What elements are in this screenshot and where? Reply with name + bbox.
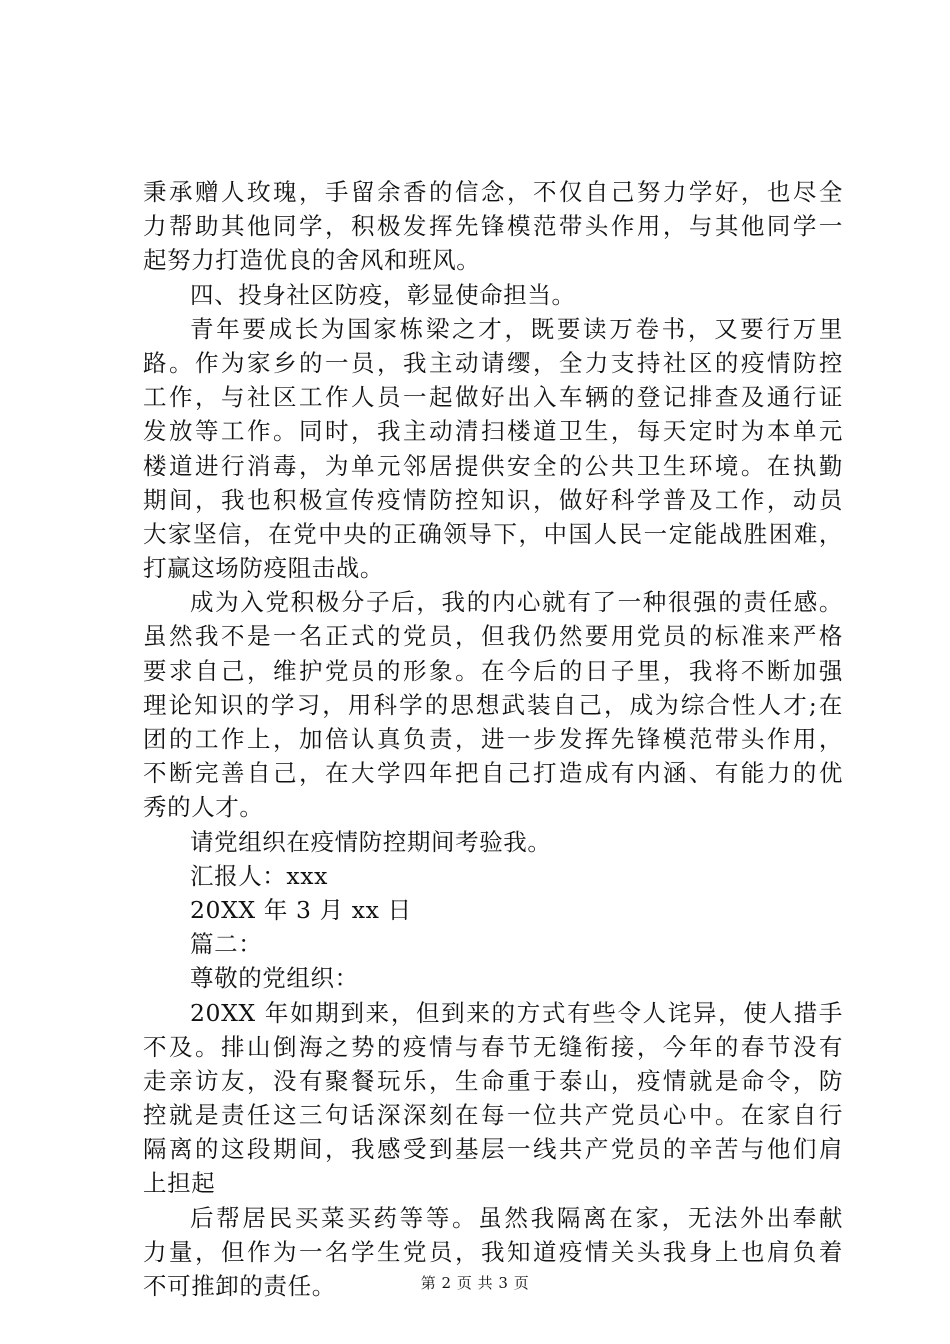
text-line: 汇报人：xxx	[190, 861, 328, 890]
text-line: 虽然我不是一名正式的党员，但我仍然要用党员的标准来严格	[143, 622, 843, 651]
text-line: 要求自己，维护党员的形象。在今后的日子里，我将不断加强	[143, 656, 843, 685]
text-line: 后帮居民买菜买药等等。虽然我隔离在家，无法外出奉献	[190, 1203, 843, 1232]
text-line: 尊敬的党组织：	[190, 964, 359, 993]
text-line: 发放等工作。同时，我主动清扫楼道卫生，每天定时为本单元	[143, 417, 843, 446]
document-body	[143, 175, 843, 1303]
text-line: 四、投身社区防疫，彰显使命担当。	[190, 280, 576, 309]
text-line: 不及。排山倒海之势的疫情与春节无缝衔接，今年的春节没有	[143, 1032, 843, 1061]
text-line: 打赢这场防疫阻击战。	[143, 554, 384, 583]
text-line: 20XX 年 3 月 xx 日	[190, 895, 412, 924]
text-line: 篇二：	[190, 930, 263, 959]
text-line: 期间，我也积极宣传疫情防控知识，做好科学普及工作，动员	[143, 485, 843, 514]
text-line: 成为入党积极分子后，我的内心就有了一种很强的责任感。	[190, 588, 843, 617]
text-line: 青年要成长为国家栋梁之才，既要读万卷书，又要行万里	[190, 314, 843, 343]
text-line: 20XX 年如期到来，但到来的方式有些令人诧异，使人措手	[190, 998, 843, 1027]
text-line: 上担起	[143, 1169, 216, 1198]
text-line: 隔离的这段期间，我感受到基层一线共产党员的辛苦与他们肩	[143, 1135, 843, 1164]
text-line: 请党组织在疫情防控期间考验我。	[190, 827, 552, 856]
text-line: 路。作为家乡的一员，我主动请缨，全力支持社区的疫情防控	[143, 348, 843, 377]
text-line: 控就是责任这三句话深深刻在每一位共产党员心中。在家自行	[143, 1101, 843, 1130]
text-line: 秉承赠人玫瑰，手留余香的信念，不仅自己努力学好，也尽全	[143, 178, 843, 206]
text-line: 楼道进行消毒，为单元邻居提供安全的公共卫生环境。在执勤	[143, 451, 843, 480]
text-line: 团的工作上，加倍认真负责，进一步发挥先锋模范带头作用，	[143, 725, 843, 753]
page-footer: 第 2 页 共 3 页	[420, 1274, 530, 1292]
text-line: 不可推卸的责任。	[143, 1272, 336, 1300]
text-line: 力帮助其他同学，积极发挥先锋模范带头作用，与其他同学一	[143, 212, 843, 241]
text-line: 起努力打造优良的舍风和班风。	[143, 246, 481, 275]
text-line: 力量，但作为一名学生党员，我知道疫情关头我身上也肩负着	[143, 1237, 843, 1266]
text-line: 不断完善自己，在大学四年把自己打造成有内涵、有能力的优	[143, 759, 843, 788]
text-line: 大家坚信，在党中央的正确领导下，中国人民一定能战胜困难，	[143, 519, 843, 548]
text-line: 走亲访友，没有聚餐玩乐，生命重于泰山，疫情就是命令，防	[143, 1066, 843, 1095]
text-line: 理论知识的学习，用科学的思想武装自己，成为综合性人才;在	[143, 690, 843, 719]
text-line: 工作，与社区工作人员一起做好出入车辆的登记排查及通行证	[143, 383, 843, 412]
text-line: 秀的人才。	[143, 793, 264, 822]
